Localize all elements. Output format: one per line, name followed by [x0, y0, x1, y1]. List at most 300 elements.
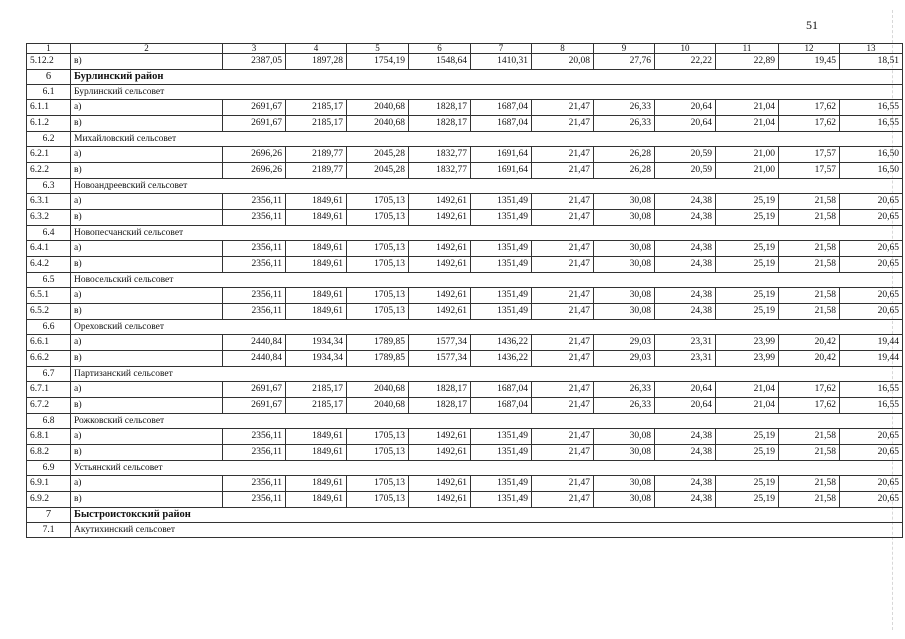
value-cell: 21,47: [532, 476, 594, 492]
value-cell: 1789,85: [347, 335, 409, 351]
value-cell: 1828,17: [409, 100, 471, 116]
row-code: 6.8.1: [27, 429, 71, 445]
value-cell: 23,99: [716, 335, 779, 351]
value-cell: 20,65: [840, 304, 903, 320]
value-cell: 2440,84: [223, 351, 286, 367]
value-cell: 21,04: [716, 382, 779, 398]
value-cell: 2356,11: [223, 210, 286, 226]
value-cell: 24,38: [655, 304, 716, 320]
value-cell: 21,47: [532, 429, 594, 445]
value-cell: 21,47: [532, 257, 594, 273]
row-code: 6.7.2: [27, 398, 71, 414]
value-cell: 2691,67: [223, 116, 286, 132]
value-cell: 20,65: [840, 445, 903, 461]
value-cell: 30,08: [594, 492, 655, 508]
section-row: [27, 273, 903, 288]
value-cell: 1705,13: [347, 445, 409, 461]
value-cell: 2185,17: [286, 398, 347, 414]
value-cell: 21,58: [779, 476, 840, 492]
value-cell: 2189,77: [286, 163, 347, 179]
value-cell: 2356,11: [223, 257, 286, 273]
table-row: [27, 257, 903, 273]
value-cell: 25,19: [716, 429, 779, 445]
value-cell: 1687,04: [471, 382, 532, 398]
value-cell: 25,19: [716, 476, 779, 492]
value-cell: 24,38: [655, 210, 716, 226]
table-row: [27, 398, 903, 414]
value-cell: 29,03: [594, 351, 655, 367]
value-cell: 1351,49: [471, 304, 532, 320]
value-cell: 2185,17: [286, 116, 347, 132]
value-cell: 17,62: [779, 382, 840, 398]
value-cell: 1849,61: [286, 445, 347, 461]
value-cell: 24,38: [655, 429, 716, 445]
value-cell: 1492,61: [409, 445, 471, 461]
row-code: 7: [27, 508, 71, 523]
value-cell: 21,47: [532, 241, 594, 257]
table-row: [27, 116, 903, 132]
value-cell: 21,47: [532, 116, 594, 132]
value-cell: 2691,67: [223, 398, 286, 414]
value-cell: 2356,11: [223, 476, 286, 492]
value-cell: 25,19: [716, 304, 779, 320]
row-code: 6.8: [27, 414, 71, 429]
value-cell: 21,04: [716, 398, 779, 414]
value-cell: 27,76: [594, 54, 655, 70]
page-number: 51: [806, 18, 818, 32]
value-cell: 21,58: [779, 304, 840, 320]
table-row: [27, 100, 903, 116]
value-cell: 2356,11: [223, 194, 286, 210]
column-number-header: 7: [471, 44, 532, 54]
value-cell: 21,47: [532, 304, 594, 320]
value-cell: 20,65: [840, 492, 903, 508]
district-name: Быстроистокский район: [71, 508, 903, 523]
value-cell: 1492,61: [409, 429, 471, 445]
section-name: Устьянский сельсовет: [71, 461, 903, 476]
value-cell: 20,65: [840, 210, 903, 226]
value-cell: 1687,04: [471, 100, 532, 116]
row-code: 6.1: [27, 85, 71, 100]
value-cell: 17,57: [779, 147, 840, 163]
value-cell: 25,19: [716, 194, 779, 210]
value-cell: 1849,61: [286, 288, 347, 304]
value-cell: 24,38: [655, 492, 716, 508]
section-name: Рожковский сельсовет: [71, 414, 903, 429]
value-cell: 1828,17: [409, 382, 471, 398]
table-row: [27, 492, 903, 508]
section-row: [27, 132, 903, 147]
value-cell: 2356,11: [223, 445, 286, 461]
value-cell: 1577,34: [409, 351, 471, 367]
section-row: [27, 461, 903, 476]
value-cell: 2185,17: [286, 100, 347, 116]
table-row: [27, 476, 903, 492]
value-cell: 20,64: [655, 100, 716, 116]
value-cell: 25,19: [716, 210, 779, 226]
value-cell: 1492,61: [409, 304, 471, 320]
value-cell: 2356,11: [223, 288, 286, 304]
value-cell: 24,38: [655, 476, 716, 492]
row-code: 6.3.2: [27, 210, 71, 226]
value-cell: 2356,11: [223, 304, 286, 320]
row-label: а): [71, 241, 223, 257]
value-cell: 26,33: [594, 100, 655, 116]
value-cell: 25,19: [716, 492, 779, 508]
value-cell: 20,64: [655, 398, 716, 414]
section-name: Михайловский сельсовет: [71, 132, 903, 147]
value-cell: 21,47: [532, 382, 594, 398]
value-cell: 20,42: [779, 335, 840, 351]
section-name: Новопесчанский сельсовет: [71, 226, 903, 241]
value-cell: 2040,68: [347, 398, 409, 414]
value-cell: 21,47: [532, 147, 594, 163]
value-cell: 1705,13: [347, 304, 409, 320]
section-name: Новосельский сельсовет: [71, 273, 903, 288]
value-cell: 2696,26: [223, 147, 286, 163]
value-cell: 22,22: [655, 54, 716, 70]
section-row: [27, 85, 903, 100]
value-cell: 16,55: [840, 398, 903, 414]
value-cell: 1789,85: [347, 351, 409, 367]
value-cell: 25,19: [716, 288, 779, 304]
row-code: 6: [27, 70, 71, 85]
value-cell: 1351,49: [471, 257, 532, 273]
table-row: [27, 304, 903, 320]
value-cell: 1351,49: [471, 445, 532, 461]
column-number-header: 9: [594, 44, 655, 54]
value-cell: 29,03: [594, 335, 655, 351]
value-cell: 1351,49: [471, 476, 532, 492]
value-cell: 20,65: [840, 194, 903, 210]
table-row: [27, 210, 903, 226]
row-label: в): [71, 210, 223, 226]
value-cell: 1351,49: [471, 492, 532, 508]
value-cell: 20,65: [840, 429, 903, 445]
section-row: [27, 523, 903, 538]
value-cell: 20,42: [779, 351, 840, 367]
column-number-header: 4: [286, 44, 347, 54]
value-cell: 19,45: [779, 54, 840, 70]
row-code: 6.5.2: [27, 304, 71, 320]
value-cell: 19,44: [840, 351, 903, 367]
table-row: [27, 194, 903, 210]
value-cell: 1492,61: [409, 210, 471, 226]
value-cell: 1410,31: [471, 54, 532, 70]
value-cell: 21,04: [716, 100, 779, 116]
value-cell: 21,47: [532, 163, 594, 179]
value-cell: 17,62: [779, 116, 840, 132]
value-cell: 30,08: [594, 445, 655, 461]
value-cell: 1849,61: [286, 304, 347, 320]
column-number-header: 6: [409, 44, 471, 54]
value-cell: 23,99: [716, 351, 779, 367]
value-cell: 20,64: [655, 116, 716, 132]
value-cell: 1351,49: [471, 429, 532, 445]
value-cell: 23,31: [655, 335, 716, 351]
value-cell: 1849,61: [286, 429, 347, 445]
value-cell: 20,59: [655, 163, 716, 179]
table-row: [27, 288, 903, 304]
value-cell: 16,50: [840, 147, 903, 163]
value-cell: 24,38: [655, 257, 716, 273]
row-label: в): [71, 257, 223, 273]
value-cell: 1832,77: [409, 147, 471, 163]
row-code: 6.8.2: [27, 445, 71, 461]
row-label: в): [71, 398, 223, 414]
section-name: Бурлинский сельсовет: [71, 85, 903, 100]
value-cell: 18,51: [840, 54, 903, 70]
value-cell: 21,58: [779, 429, 840, 445]
column-number-header: 12: [779, 44, 840, 54]
row-label: а): [71, 288, 223, 304]
row-label: а): [71, 335, 223, 351]
value-cell: 20,65: [840, 476, 903, 492]
value-cell: 1828,17: [409, 398, 471, 414]
value-cell: 1705,13: [347, 288, 409, 304]
value-cell: 2045,28: [347, 163, 409, 179]
value-cell: 20,59: [655, 147, 716, 163]
value-cell: 20,65: [840, 241, 903, 257]
row-code: 6.3: [27, 179, 71, 194]
value-cell: 21,47: [532, 288, 594, 304]
column-number-header: 13: [840, 44, 903, 54]
value-cell: 1897,28: [286, 54, 347, 70]
value-cell: 2356,11: [223, 429, 286, 445]
value-cell: 1436,22: [471, 335, 532, 351]
row-code: 6.4.2: [27, 257, 71, 273]
row-label: а): [71, 476, 223, 492]
row-code: 6.6.1: [27, 335, 71, 351]
value-cell: 23,31: [655, 351, 716, 367]
row-code: 6.2: [27, 132, 71, 147]
value-cell: 21,47: [532, 492, 594, 508]
value-cell: 1492,61: [409, 476, 471, 492]
value-cell: 2040,68: [347, 382, 409, 398]
section-name: Ореховский сельсовет: [71, 320, 903, 335]
value-cell: 2040,68: [347, 116, 409, 132]
value-cell: 17,62: [779, 100, 840, 116]
value-cell: 2040,68: [347, 100, 409, 116]
column-number-header: 8: [532, 44, 594, 54]
value-cell: 21,47: [532, 335, 594, 351]
value-cell: 1849,61: [286, 492, 347, 508]
value-cell: 16,55: [840, 100, 903, 116]
value-cell: 21,58: [779, 257, 840, 273]
value-cell: 21,47: [532, 100, 594, 116]
value-cell: 1548,64: [409, 54, 471, 70]
row-code: 6.6.2: [27, 351, 71, 367]
row-code: 6.7.1: [27, 382, 71, 398]
value-cell: 25,19: [716, 241, 779, 257]
value-cell: 21,58: [779, 194, 840, 210]
row-code: 6.6: [27, 320, 71, 335]
section-name: Новоандреевский сельсовет: [71, 179, 903, 194]
value-cell: 20,65: [840, 288, 903, 304]
value-cell: 21,47: [532, 445, 594, 461]
value-cell: 16,55: [840, 382, 903, 398]
value-cell: 1691,64: [471, 147, 532, 163]
value-cell: 21,58: [779, 241, 840, 257]
value-cell: 26,28: [594, 147, 655, 163]
row-code: 5.12.2: [27, 54, 71, 70]
value-cell: 16,55: [840, 116, 903, 132]
value-cell: 30,08: [594, 210, 655, 226]
value-cell: 21,04: [716, 116, 779, 132]
value-cell: 2691,67: [223, 382, 286, 398]
section-row: [27, 320, 903, 335]
value-cell: 2185,17: [286, 382, 347, 398]
value-cell: 1849,61: [286, 257, 347, 273]
value-cell: 1705,13: [347, 257, 409, 273]
value-cell: 19,44: [840, 335, 903, 351]
row-label: а): [71, 194, 223, 210]
column-number-header: 5: [347, 44, 409, 54]
row-label: а): [71, 147, 223, 163]
table-row: [27, 241, 903, 257]
value-cell: 26,33: [594, 398, 655, 414]
tariff-table: [26, 43, 903, 538]
value-cell: 1436,22: [471, 351, 532, 367]
value-cell: 26,28: [594, 163, 655, 179]
column-number-header: 11: [716, 44, 779, 54]
value-cell: 1492,61: [409, 288, 471, 304]
row-code: 6.9.2: [27, 492, 71, 508]
value-cell: 20,65: [840, 257, 903, 273]
table-row: [27, 335, 903, 351]
row-code: 6.5: [27, 273, 71, 288]
value-cell: 21,58: [779, 288, 840, 304]
value-cell: 21,47: [532, 210, 594, 226]
value-cell: 1934,34: [286, 335, 347, 351]
value-cell: 1849,61: [286, 241, 347, 257]
section-row: [27, 367, 903, 382]
row-label: а): [71, 429, 223, 445]
value-cell: 30,08: [594, 241, 655, 257]
value-cell: 21,58: [779, 492, 840, 508]
value-cell: 22,89: [716, 54, 779, 70]
value-cell: 25,19: [716, 257, 779, 273]
value-cell: 1492,61: [409, 492, 471, 508]
section-row: [27, 179, 903, 194]
row-code: 6.5.1: [27, 288, 71, 304]
column-number-header: 10: [655, 44, 716, 54]
value-cell: 2440,84: [223, 335, 286, 351]
value-cell: 1577,34: [409, 335, 471, 351]
value-cell: 24,38: [655, 445, 716, 461]
row-label: в): [71, 445, 223, 461]
value-cell: 21,47: [532, 398, 594, 414]
row-code: 6.7: [27, 367, 71, 382]
value-cell: 2696,26: [223, 163, 286, 179]
row-code: 6.9.1: [27, 476, 71, 492]
column-number-header: 2: [71, 44, 223, 54]
value-cell: 30,08: [594, 288, 655, 304]
value-cell: 1705,13: [347, 241, 409, 257]
value-cell: 21,47: [532, 194, 594, 210]
column-number-header: 3: [223, 44, 286, 54]
value-cell: 16,50: [840, 163, 903, 179]
section-row: [27, 226, 903, 241]
value-cell: 21,00: [716, 163, 779, 179]
value-cell: 1828,17: [409, 116, 471, 132]
value-cell: 21,58: [779, 210, 840, 226]
value-cell: 24,38: [655, 194, 716, 210]
district-name: Бурлинский район: [71, 70, 903, 85]
value-cell: 26,33: [594, 382, 655, 398]
value-cell: 30,08: [594, 194, 655, 210]
value-cell: 30,08: [594, 257, 655, 273]
value-cell: 20,64: [655, 382, 716, 398]
table-row: [27, 147, 903, 163]
table-row: [27, 54, 903, 70]
column-number-header: 1: [27, 44, 71, 54]
value-cell: 21,00: [716, 147, 779, 163]
district-row: [27, 508, 903, 523]
value-cell: 17,57: [779, 163, 840, 179]
table-header-row: [27, 44, 903, 54]
row-label: в): [71, 304, 223, 320]
row-label: а): [71, 382, 223, 398]
value-cell: 1687,04: [471, 116, 532, 132]
value-cell: 2045,28: [347, 147, 409, 163]
value-cell: 1492,61: [409, 241, 471, 257]
value-cell: 1832,77: [409, 163, 471, 179]
value-cell: 25,19: [716, 445, 779, 461]
value-cell: 21,58: [779, 445, 840, 461]
value-cell: 24,38: [655, 288, 716, 304]
value-cell: 1705,13: [347, 492, 409, 508]
section-row: [27, 414, 903, 429]
value-cell: 2356,11: [223, 492, 286, 508]
row-label: в): [71, 492, 223, 508]
value-cell: 1691,64: [471, 163, 532, 179]
section-name: Акутихинский сельсовет: [71, 523, 903, 538]
row-label: а): [71, 100, 223, 116]
row-code: 6.9: [27, 461, 71, 476]
row-code: 6.2.1: [27, 147, 71, 163]
row-code: 7.1: [27, 523, 71, 538]
row-label: в): [71, 163, 223, 179]
table-row: [27, 163, 903, 179]
value-cell: 17,62: [779, 398, 840, 414]
row-code: 6.1.2: [27, 116, 71, 132]
table-row: [27, 351, 903, 367]
value-cell: 1934,34: [286, 351, 347, 367]
value-cell: 30,08: [594, 476, 655, 492]
value-cell: 20,08: [532, 54, 594, 70]
value-cell: 1754,19: [347, 54, 409, 70]
value-cell: 1705,13: [347, 429, 409, 445]
table-row: [27, 382, 903, 398]
value-cell: 1351,49: [471, 194, 532, 210]
value-cell: 21,47: [532, 351, 594, 367]
row-code: 6.4: [27, 226, 71, 241]
section-name: Партизанский сельсовет: [71, 367, 903, 382]
value-cell: 1849,61: [286, 476, 347, 492]
row-label: в): [71, 54, 223, 70]
value-cell: 1351,49: [471, 288, 532, 304]
row-code: 6.2.2: [27, 163, 71, 179]
value-cell: 1849,61: [286, 210, 347, 226]
row-label: в): [71, 351, 223, 367]
value-cell: 1687,04: [471, 398, 532, 414]
value-cell: 1351,49: [471, 241, 532, 257]
value-cell: 1351,49: [471, 210, 532, 226]
row-code: 6.4.1: [27, 241, 71, 257]
value-cell: 1492,61: [409, 194, 471, 210]
value-cell: 30,08: [594, 304, 655, 320]
